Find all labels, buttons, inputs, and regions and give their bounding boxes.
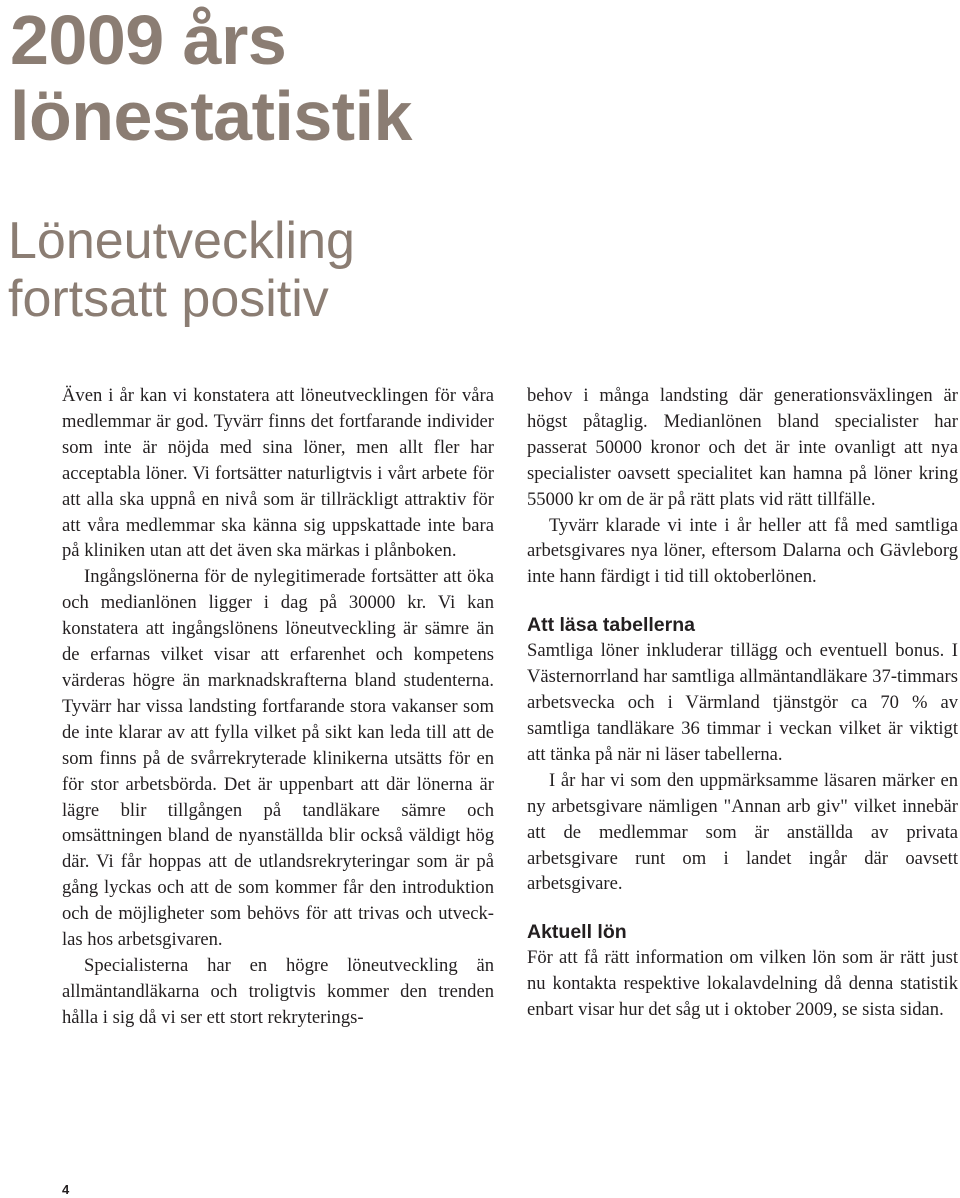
body-paragraph: Samtliga löner inkluderar tillägg och eventuell bonus. I Västernorrland har samtliga allmäntandläkare 37-timmars arbetsvecka och i Värmland tjänstgör ca 70 % av samtliga tandläkare 36 timmar i veckan vilket är viktigt att tänka på när ni läser tabellerna.	[527, 640, 958, 765]
page-subtitle	[8, 212, 355, 328]
left-column	[62, 383, 494, 1031]
page-title	[10, 2, 412, 154]
right-column	[527, 383, 958, 1023]
title-line-2: lönestatistik	[10, 77, 412, 155]
body-paragraph: I år har vi som den uppmärksamme läsaren märker en ny arbetsgivare nämligen "Annan arb giv" vilket innebär att de medlemmar som är anställda av privata arbetsgivare runt om i landet ingår där oavsett arbetsgivare.	[527, 769, 958, 895]
section-heading-att-lasa-tabellerna: Att läsa tabellerna	[527, 614, 695, 637]
body-paragraph: behov i många landsting där generationsväxlingen är högst påtaglig. Medianlönen bland specialister har passerat 50000 kronor och det är inte ovanligt att nya specialister oavsett specialitet kan hamna på löner kring 55000 kr om de är på rätt plats vid rätt tillfälle.	[527, 385, 958, 510]
body-paragraph: Ingångslönerna för de nylegitimerade fortsätter att öka och medianlönen ligger i dag på 30000 kr. Vi kan konstatera att ingångslönens löneutveckling är sämre än de erfarnas vilket visar att erfarenhet och kompetens värderas högre än marknadskrafterna bland studenterna. Tyvärr har vissa landsting fortfarande stora vakanser som de inte klarar av att fylla vilket på sikt kan leda till att de som finns på de svårrekryterade klinikerna utsätts för en för stor arbetsbörda. Det är uppenbart att där lönerna är lägre blir tillgången på tandläkare sämre och omsättningen bland de nyanställda blir också väldigt hög där. Vi får hoppas att de utlandsrekryteringar som är på gång lyckas och att de som kommer får den introduktion och de möjligheter som behövs för att trivas och utvecklas hos arbetsgivaren.	[62, 566, 494, 951]
subtitle-line-2: fortsatt positiv	[8, 270, 329, 328]
subtitle-line-1: Löneutveckling	[8, 212, 355, 270]
section-heading-aktuell-lon: Aktuell lön	[527, 921, 627, 944]
body-paragraph: Specialisterna har en högre löneutveckling än allmäntandläkarna och troligtvis kommer den trenden hålla i sig då vi ser ett stort rekryterings-	[62, 954, 494, 1028]
page-number: 4	[62, 1182, 70, 1197]
body-paragraph: Tyvärr klarade vi inte i år heller att få med samtliga arbetsgivares nya löner, eftersom Dalarna och Gävleborg inte hann färdigt i tid till oktoberlönen.	[527, 514, 958, 588]
body-paragraph: För att få rätt information om vilken lön som är rätt just nu kontakta respektive lokalavdelning då denna statistik enbart visar hur det såg ut i oktober 2009, se sista sidan.	[527, 947, 958, 1021]
title-line-1: 2009 års	[10, 1, 287, 79]
body-paragraph: Även i år kan vi konstatera att löneutvecklingen för våra medlemmar är god. Tyvärr finns det fortfarande individer som inte är nöjda med sina löner, men allt fler har acceptabla löner. Vi fortsätter naturligtvis i vårt arbete för att alla ska uppnå en nivå som är tillräckligt attraktiv för att våra medlemmar ska känna sig uppskattade inte bara på kliniken utan att det även ska märkas i plånboken.	[62, 385, 494, 562]
